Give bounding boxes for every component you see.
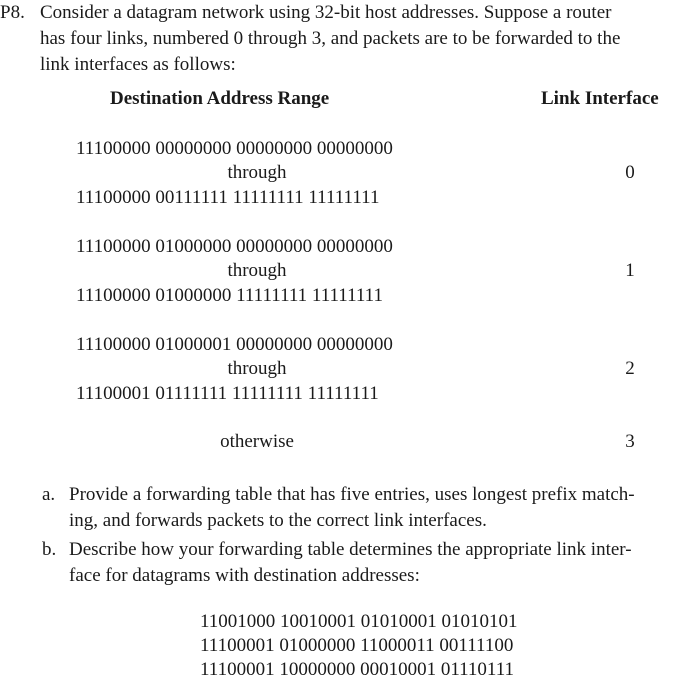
range-from: 11100000 01000001 00000000 00000000 [76, 334, 393, 355]
range-through: through [227, 162, 287, 183]
destination-address: 11001000 10010001 01010001 01010101 [200, 611, 518, 632]
intro-line: link interfaces as follows: [40, 54, 236, 75]
address-list [200, 610, 518, 682]
range-from: 11100000 00000000 00000000 00000000 [76, 138, 393, 159]
destination-address: 11100001 01000000 11000011 00111100 [200, 635, 514, 656]
link-interface-value: 1 [625, 260, 635, 281]
link-interface-value: 0 [625, 162, 635, 183]
part-b-line: face for datagrams with destination addresses: [69, 565, 420, 586]
part-a-line: ing, and forwards packets to the correct link interfaces. [69, 510, 487, 531]
part-a-line: Provide a forwarding table that has five entries, uses longest prefix match- [69, 484, 635, 505]
part-b-marker: b. [42, 539, 57, 560]
part-a-marker: a. [42, 484, 56, 505]
problem-number: P8. [0, 2, 25, 23]
range-otherwise: otherwise [220, 431, 294, 452]
header-destination-range: Destination Address Range [110, 88, 330, 109]
part-a-text [69, 482, 635, 534]
range-to: 11100000 00111111 11111111 11111111 [76, 187, 380, 208]
destination-address: 11100001 10000000 00010001 01110111 [200, 659, 515, 680]
problem-intro [40, 0, 620, 78]
part-b-line: Describe how your forwarding table determines the appropriate link inter- [69, 539, 632, 560]
link-interface-value: 2 [625, 358, 635, 379]
header-link-interface: Link Interface [541, 88, 659, 109]
link-interface-value: 3 [625, 431, 635, 452]
range-to: 11100001 01111111 11111111 11111111 [76, 383, 379, 404]
range-to: 11100000 01000000 11111111 11111111 [76, 285, 383, 306]
part-b-text [69, 537, 632, 589]
range-through: through [227, 260, 287, 281]
intro-line: has four links, numbered 0 through 3, and packets are to be forwarded to the [40, 28, 621, 49]
range-through: through [227, 358, 287, 379]
intro-line: Consider a datagram network using 32-bit host addresses. Suppose a router [40, 2, 612, 23]
range-from: 11100000 01000000 00000000 00000000 [76, 236, 393, 257]
